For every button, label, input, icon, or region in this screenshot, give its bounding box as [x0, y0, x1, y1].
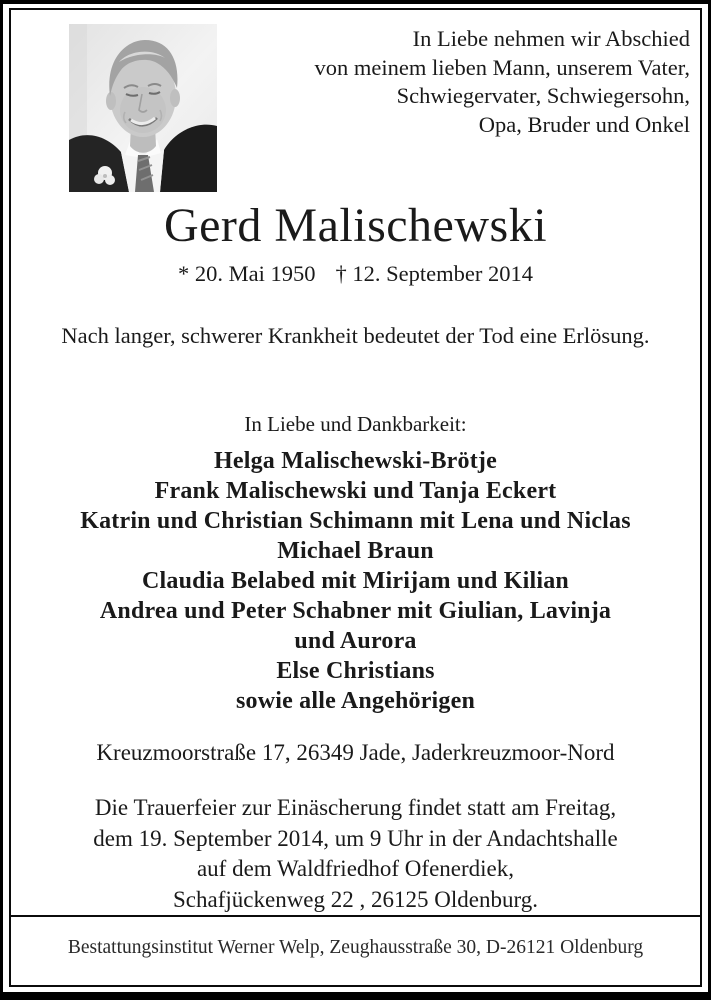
mourner-line: Michael Braun — [277, 538, 434, 564]
address-line: Kreuzmoorstraße 17, 26349 Jade, Jaderkreuzmoor-Nord — [96, 740, 615, 765]
portrait-photo — [69, 24, 217, 192]
opening-line: von meinem lieben Mann, unserem Vater, — [314, 54, 690, 80]
funeral-info — [11, 793, 700, 915]
separator-line — [11, 915, 700, 985]
notice-frame — [9, 8, 702, 987]
paper-sheet — [3, 4, 708, 992]
mourners-list — [11, 446, 700, 716]
condolence-line: Nach langer, schwerer Krankheit bedeutet der Tod eine Erlösung. — [61, 323, 650, 348]
mourner-line: Andrea und Peter Schabner mit Giulian, Lavinja — [99, 598, 612, 624]
death-date: † 12. September 2014 — [335, 261, 533, 286]
notice-header — [11, 10, 700, 200]
mourner-line: sowie alle Angehörigen — [235, 688, 476, 714]
funeral-home-line: Bestattungsinstitut Werner Welp, Zeughausstraße 30, D-26121 Oldenburg — [67, 937, 644, 958]
funeral-info-line: Schafjückenweg 22 , 26125 Oldenburg. — [173, 886, 538, 912]
deceased-name: Gerd Malischewski — [163, 199, 548, 252]
gratitude-intro: In Liebe und Dankbarkeit: — [244, 412, 467, 436]
opening-line: In Liebe nehmen wir Abschied — [412, 26, 690, 51]
portrait-photo-illustration — [69, 24, 217, 192]
funeral-info-line: Die Trauerfeier zur Einäscherung findet statt am Freitag, — [94, 795, 617, 820]
life-dates — [11, 260, 700, 288]
mourner-line: Claudia Belabed mit Mirijam und Kilian — [142, 568, 569, 594]
mourner-line: Helga Malischewski-Brötje — [214, 448, 497, 474]
funeral-info-line: dem 19. September 2014, um 9 Uhr in der Andachtshalle — [93, 825, 618, 851]
mourner-line: Katrin und Christian Schimann mit Lena und Niclas — [80, 508, 631, 534]
birth-date: * 20. Mai 1950 — [178, 261, 316, 286]
opening-line: Opa, Bruder und Onkel — [478, 111, 690, 137]
mourner-line: und Aurora — [294, 628, 417, 654]
mourner-line: Frank Malischewski und Tanja Eckert — [154, 478, 557, 504]
mourner-line: Else Christians — [276, 658, 435, 684]
funeral-info-line: auf dem Waldfriedhof Ofenerdiek, — [196, 856, 515, 881]
opening-text — [315, 25, 690, 139]
opening-line: Schwiegervater, Schwiegersohn, — [396, 83, 690, 108]
